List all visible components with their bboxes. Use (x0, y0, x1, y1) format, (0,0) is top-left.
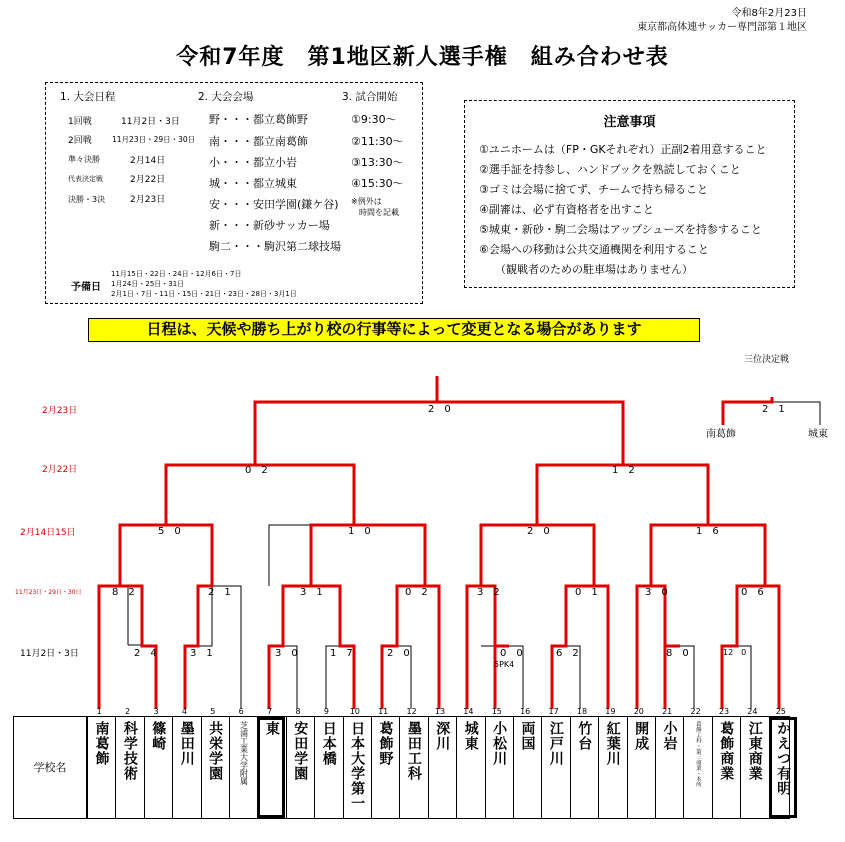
school-cell (485, 717, 513, 818)
schedule-date: 2月22日 (130, 175, 166, 185)
start-time: ③13:30～ (351, 156, 404, 169)
school-number: 16 (520, 707, 531, 716)
school-number: 3 (153, 707, 159, 716)
school-name: 小松川 (491, 721, 508, 766)
schedule-date: 11月23日・29日・30日 (112, 135, 196, 144)
score-semi-right: 1 2 (612, 465, 635, 476)
school-number: 13 (434, 707, 446, 716)
school-number: 18 (576, 707, 588, 716)
reserve-dates: 1月24日・25日・31日 (111, 280, 185, 288)
school-number: 2 (125, 707, 131, 716)
start-time: ②11:30～ (351, 135, 404, 148)
note-item: ⑥会場への移動は公共交通機関を利用すること (479, 243, 709, 256)
note-item: ②選手証を持参し、ハンドブックを熟読しておくこと (479, 163, 741, 176)
school-cell (343, 717, 371, 818)
schedule-label: 代表決定戦 (68, 175, 103, 183)
school-name: 芝浦工業大学附属 (239, 721, 249, 785)
school-cell (712, 717, 740, 818)
school-number: 21 (662, 707, 673, 716)
score-final: 2 0 (428, 404, 451, 415)
school-name: 葛飾商業 (718, 721, 735, 781)
school-name: 共栄学園 (207, 721, 224, 781)
school-name: 竹台 (576, 721, 593, 751)
start-time: ④15:30～ (351, 177, 404, 190)
score-r2: 2 1 (208, 587, 231, 598)
school-cell (115, 717, 143, 818)
school-cell (655, 717, 683, 818)
school-number: 10 (349, 707, 360, 716)
schedule-date: 2月23日 (130, 195, 166, 205)
school-cell (740, 717, 768, 818)
schedule-change-banner: 日程は、天候や勝ち上がり校の行事等によって変更となる場合があります (88, 318, 700, 342)
school-cell (513, 717, 541, 818)
round-label-round1: 11月2日・3日 (20, 649, 79, 659)
score-r1: 3 1 (190, 648, 213, 659)
school-cell (257, 717, 285, 818)
venues-heading: 2. 大会会場 (198, 91, 254, 103)
third-place-left: 南葛飾 (706, 429, 736, 440)
school-cell (769, 717, 797, 818)
school-number: 12 (406, 707, 417, 716)
score-r1-pk: 5PK4 (494, 660, 515, 669)
school-number: 14 (463, 707, 474, 716)
school-name: 日本橋 (320, 721, 337, 766)
third-place-title: 三位決定戦 (744, 355, 790, 365)
school-number: 4 (181, 707, 187, 716)
school-cell (201, 717, 229, 818)
venue-item: 城・・・都立城東 (209, 177, 297, 190)
venue-item: 野・・・都立葛飾野 (209, 113, 308, 126)
school-cell (598, 717, 626, 818)
schedule-label: 準々決勝 (68, 155, 100, 164)
school-name: 葛飾野 (377, 721, 394, 766)
score-r2: 3 1 (300, 587, 323, 598)
venue-item: 小・・・都立小岩 (209, 156, 297, 169)
school-number: 7 (267, 707, 273, 716)
venue-item: 新・・・新砂サッカー場 (209, 219, 330, 232)
school-name: 小岩 (661, 721, 678, 751)
school-cell (314, 717, 342, 818)
school-name: 科学技術 (121, 721, 138, 781)
school-number: 8 (295, 707, 301, 716)
bracket-winner-lines (99, 376, 779, 709)
school-name: 江戸川 (547, 721, 564, 766)
school-cell (371, 717, 399, 818)
round-label-semi: 2月22日 (42, 465, 78, 475)
reserve-label: 予備日 (71, 282, 101, 293)
score-r1: 1 7 (330, 648, 353, 659)
school-name: 深川 (434, 721, 451, 751)
school-number: 9 (323, 707, 329, 716)
score-r2: 8 2 (112, 587, 135, 598)
venue-item: 駒二・・・駒沢第二球技場 (209, 240, 341, 253)
school-cell (683, 717, 711, 818)
school-name: 紅葉川 (604, 721, 621, 766)
score-r1: 8 0 (666, 648, 689, 659)
school-label: 学校名 (14, 717, 87, 818)
page-title: 令和7年度 第1地区新人選手権 組み合わせ表 (176, 45, 669, 70)
third-place-score: 2 1 (762, 404, 785, 415)
score-r2: 0 1 (575, 587, 598, 598)
schedule-heading: 1. 大会日程 (60, 91, 116, 103)
school-cell (541, 717, 569, 818)
school-cell (172, 717, 200, 818)
score-qf: 2 0 (527, 526, 550, 537)
reserve-dates: 2月1日・7日・11日・15日・21日・23日・28日・3月1日 (111, 290, 297, 298)
start-time: ①9:30～ (351, 113, 397, 126)
school-name: 両国 (519, 721, 536, 751)
schedule-date: 2月14日 (130, 156, 166, 166)
score-r1: 0 0 (500, 648, 523, 659)
school-number: 24 (747, 707, 758, 716)
start-times-heading: 3. 試合開始 (342, 91, 398, 103)
school-number: 23 (718, 707, 730, 716)
school-number: 1 (96, 707, 102, 716)
schedule-label: 2回戦 (68, 136, 92, 146)
score-r1: 2 0 (387, 648, 410, 659)
score-r2: 0 2 (405, 587, 428, 598)
school-name: 葛飾工科・第三商業・本所 (694, 721, 701, 787)
school-cell (627, 717, 655, 818)
school-name: かえつ有明 (775, 721, 792, 796)
school-number: 20 (633, 707, 644, 716)
reserve-dates: 11月15日・22日・24日・12月6日・7日 (111, 270, 242, 278)
notes-title: 注意事項 (603, 115, 656, 130)
school-number: 6 (238, 707, 244, 716)
school-number: 22 (690, 707, 701, 716)
score-semi-left: 0 2 (245, 465, 268, 476)
school-cell (428, 717, 456, 818)
score-r1: 6 2 (556, 648, 579, 659)
organization-name: 東京都高体連サッカー専門部第１地区 (637, 22, 807, 33)
third-place-right: 城東 (808, 429, 828, 440)
venue-item: 安・・・安田学園(鎌ケ谷) (209, 198, 339, 211)
school-name: 安田学園 (292, 721, 309, 781)
score-r2: 0 6 (741, 587, 764, 598)
score-r1: 2 4 (134, 648, 157, 659)
score-r2: 3 0 (645, 587, 668, 598)
score-qf: 1 6 (696, 526, 719, 537)
school-cell (570, 717, 598, 818)
start-time-note: 時間を記載 (359, 208, 399, 217)
school-number: 25 (775, 707, 786, 716)
school-name: 開成 (633, 721, 650, 751)
school-number: 15 (491, 707, 502, 716)
note-item: ⑤城東・新砂・駒二会場はアップシューズを持参すること (479, 223, 762, 236)
school-number: 11 (378, 707, 389, 716)
schedule-label: 1回戦 (68, 117, 92, 127)
score-qf: 1 0 (348, 526, 371, 537)
school-number: 17 (548, 707, 559, 716)
round-label-final: 2月23日 (42, 406, 78, 416)
note-item: ④副審は、必ず有資格者を出すこと (479, 203, 654, 216)
school-cell (286, 717, 314, 818)
school-name: 東 (263, 721, 280, 736)
schedule-label: 決勝・3決 (68, 195, 106, 204)
school-cell (456, 717, 484, 818)
school-name: 墨田川 (178, 721, 195, 766)
score-r1: 12 0 (723, 648, 747, 657)
school-name: 日本大学第一 (349, 721, 366, 811)
document-date: 令和8年2月23日 (731, 8, 807, 19)
score-qf: 5 0 (158, 526, 181, 537)
score-r1: 3 0 (275, 648, 298, 659)
venue-item: 南・・・都立南葛飾 (209, 135, 308, 148)
school-number: 5 (210, 707, 216, 716)
round-label-round2: 11月23日・29日・30日 (15, 589, 82, 596)
school-cell (144, 717, 172, 818)
school-table (13, 716, 790, 819)
round-label-quarter: 2月14日15日 (20, 528, 76, 538)
school-name: 南葛飾 (93, 721, 110, 766)
school-cell (399, 717, 427, 818)
school-cell (87, 717, 115, 818)
school-cell (229, 717, 257, 818)
score-r2: 3 2 (477, 587, 500, 598)
note-item: ③ゴミは会場に捨てず、チームで持ち帰ること (479, 183, 708, 196)
note-item: （観戦者のための駐車場はありません） (495, 263, 693, 276)
note-item: ①ユニホームは（FP・GKそれぞれ）正副2着用意すること (479, 143, 767, 156)
school-number: 19 (605, 707, 616, 716)
school-name: 江東商業 (746, 721, 763, 781)
school-numbers (97, 707, 786, 716)
start-time-note: ※例外は (351, 197, 382, 206)
school-name: 城東 (462, 721, 479, 751)
school-name: 篠崎 (150, 721, 167, 751)
schedule-date: 11月2日・3日 (121, 117, 180, 127)
school-name: 墨田工科 (405, 721, 422, 781)
